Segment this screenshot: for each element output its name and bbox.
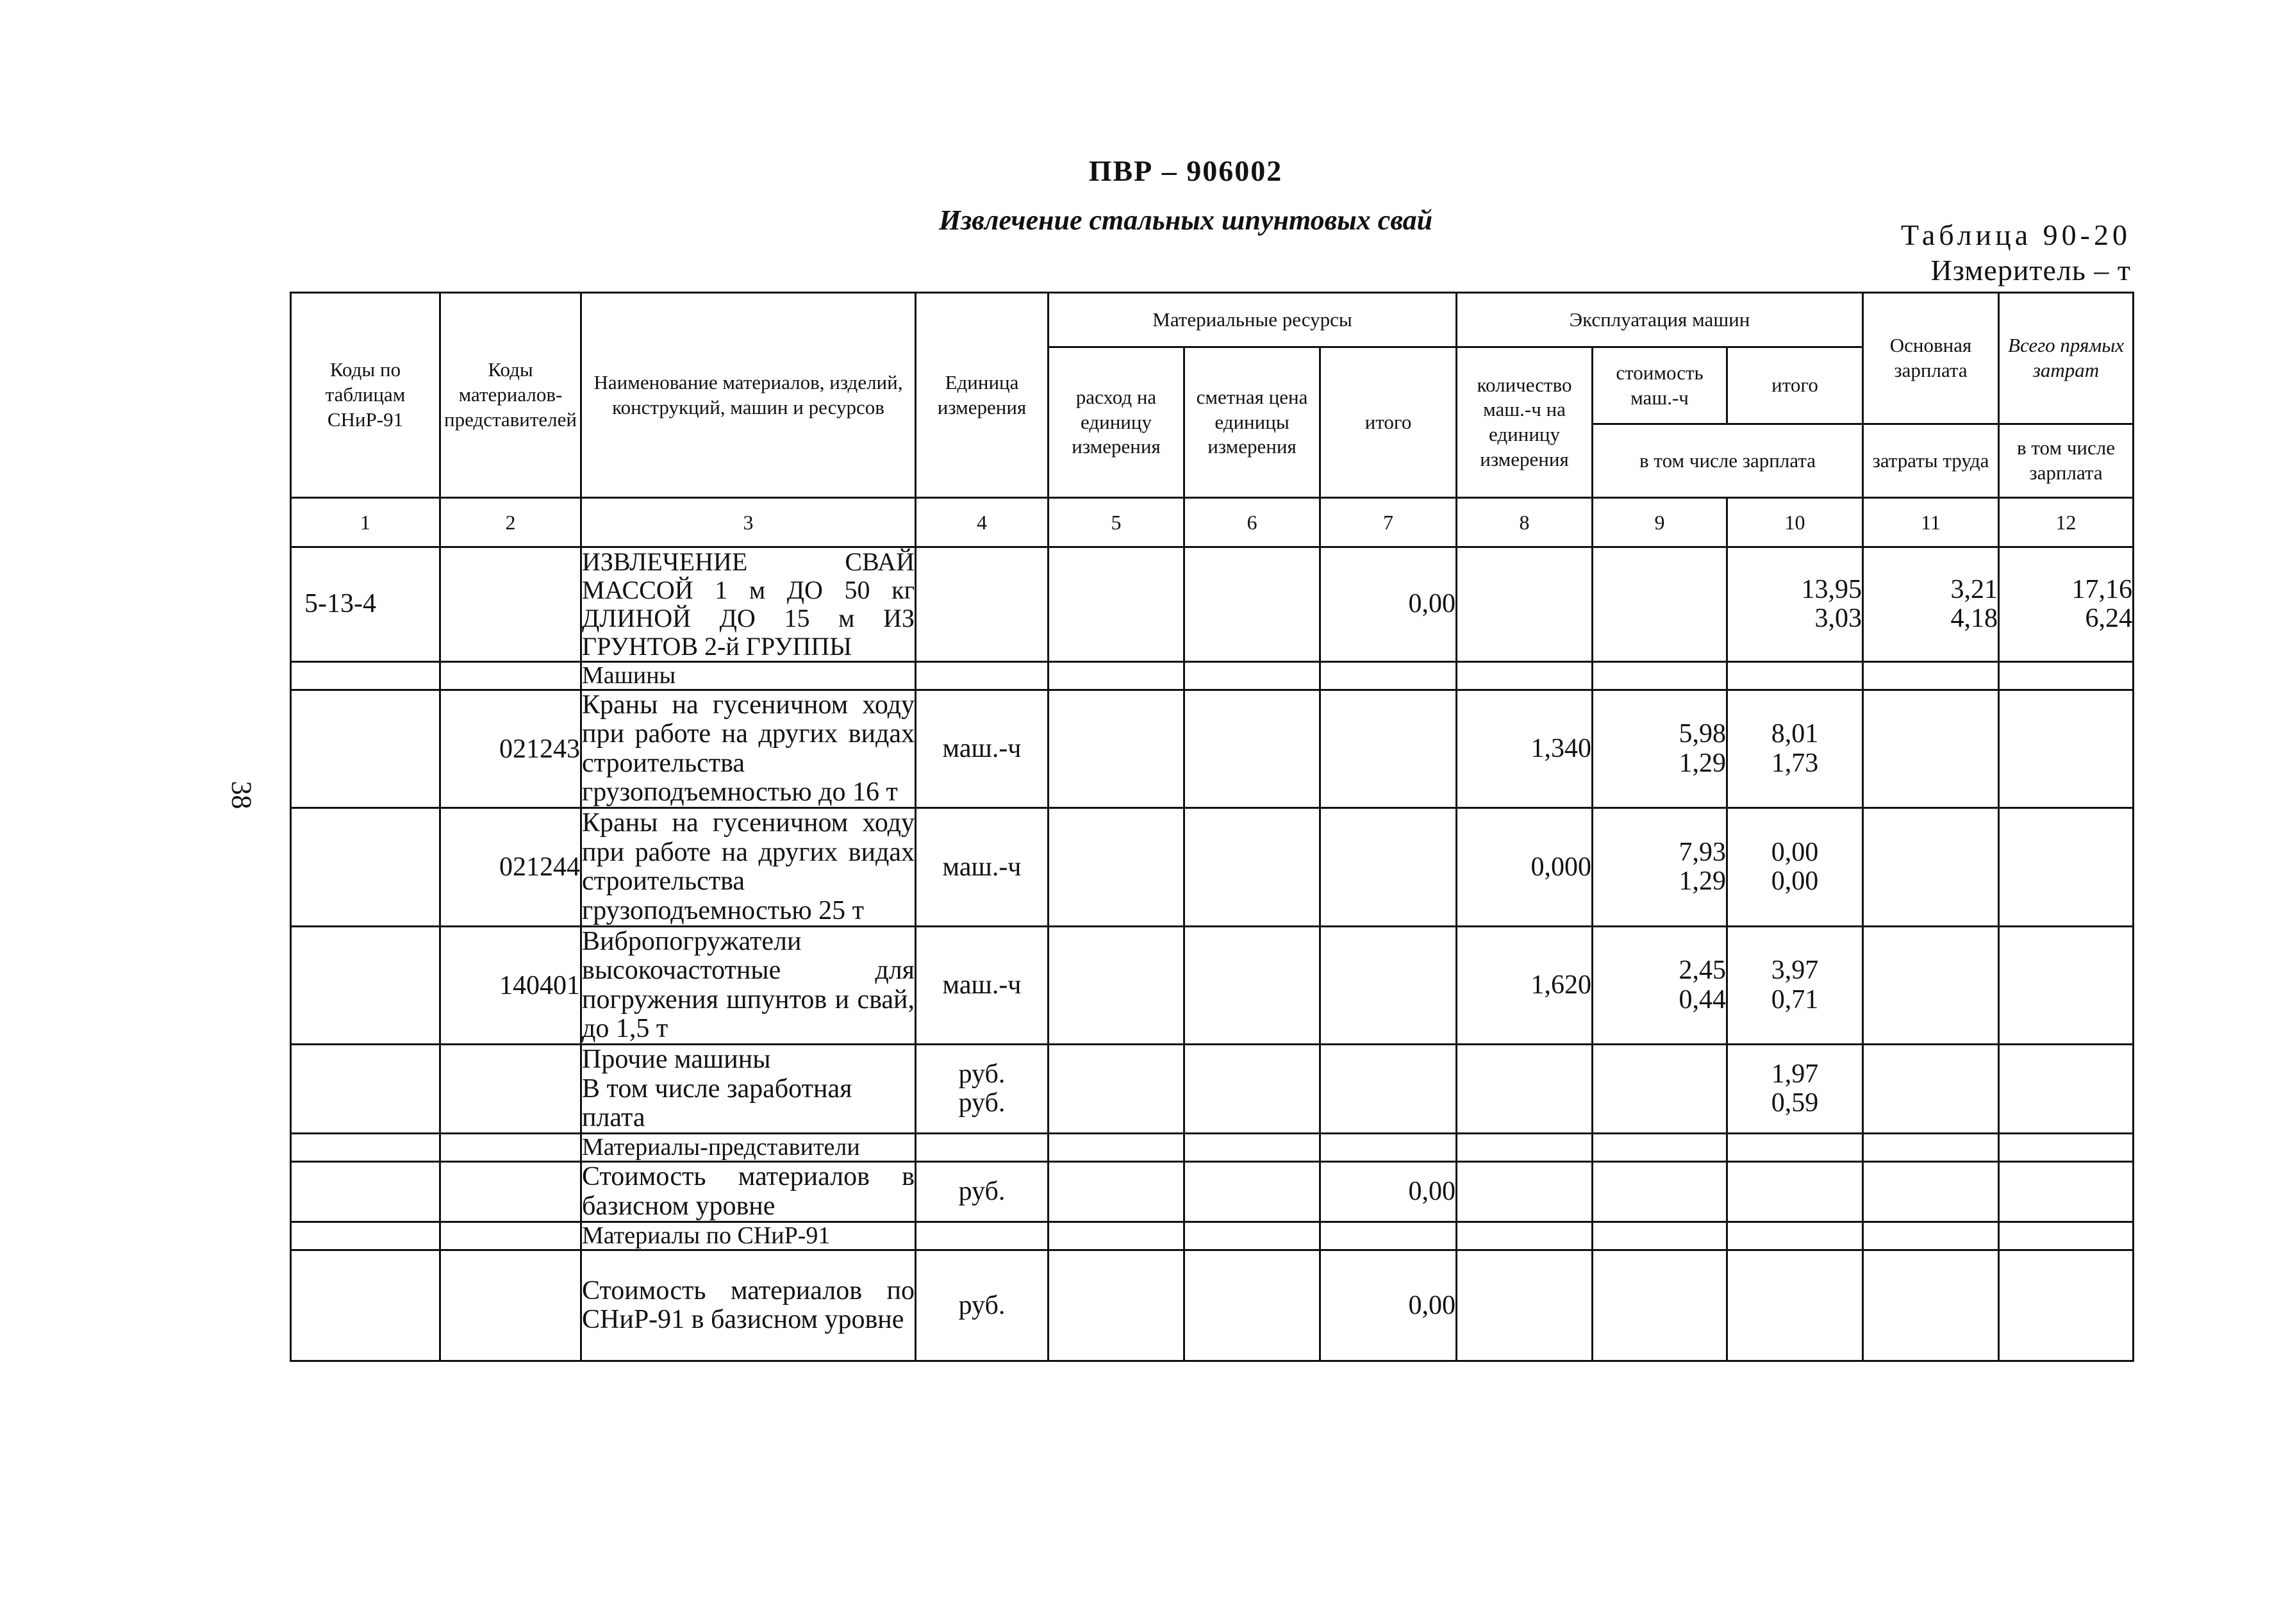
- main-materials-total: 0,00: [1320, 547, 1457, 662]
- machine-total-wages: 1,73: [1771, 748, 1819, 778]
- table-row: [291, 662, 2134, 690]
- material-code: 021243: [440, 690, 581, 808]
- machine-total: 0,00: [1771, 837, 1819, 867]
- column-number: 5: [1049, 498, 1184, 547]
- machine-unit: маш.-ч: [916, 808, 1049, 926]
- header-codes-materials: Коды материалов-представителей: [440, 293, 581, 498]
- machine-total: 8,01: [1771, 719, 1819, 749]
- materials-snir-unit: руб.: [916, 1250, 1049, 1361]
- header-codes-snir: Коды по таблицам СНиР-91: [291, 293, 440, 498]
- machine-name: Краны на гусеничном ходу при работе на других видах строительства грузоподъемностью до 16 т: [582, 690, 915, 808]
- wages-total: 0,59: [1771, 1088, 1819, 1118]
- section-materials-snir: Материалы по СНиР-91: [581, 1222, 916, 1250]
- column-number: 3: [581, 498, 916, 547]
- header-unit: Единица измерения: [916, 293, 1049, 498]
- machine-unit: маш.-ч: [916, 926, 1049, 1044]
- column-number: 4: [916, 498, 1049, 547]
- main-labor-costs: 4,18: [1950, 604, 1998, 633]
- table-number: Таблица 90-20: [1900, 219, 2131, 251]
- column-number: 2: [440, 498, 581, 547]
- header-machine-hours: количество маш.-ч на единицу измерения: [1457, 347, 1593, 498]
- table-row: [291, 1222, 2134, 1250]
- machine-hours: 1,620: [1457, 926, 1593, 1044]
- column-number: 6: [1184, 498, 1320, 547]
- other-machines-name: Прочие машины: [582, 1045, 771, 1075]
- material-code: 140401: [440, 926, 581, 1044]
- header-material-resources: Материальные ресурсы: [1049, 293, 1457, 347]
- header-basic-wages: Основная зарплата: [1863, 293, 1999, 424]
- header-labor-costs: затраты труда: [1863, 424, 1999, 498]
- other-machines-total: 1,97: [1771, 1059, 1819, 1090]
- machine-hour-cost: 5,98: [1679, 719, 1727, 749]
- estimate-table: [290, 292, 2134, 1362]
- header-including-wages-total: в том числе зарплата: [1999, 424, 2134, 498]
- table-row: [291, 547, 2134, 662]
- table-row: [291, 808, 2134, 926]
- column-number: 10: [1727, 498, 1863, 547]
- machine-name: Вибропогружатели высокочастотные для погружения шпунтов и свай, до 1,5 т: [582, 926, 915, 1043]
- machine-unit: маш.-ч: [916, 690, 1049, 808]
- header-machine-operation: Эксплуатация машин: [1457, 293, 1863, 347]
- machine-hour-wages: 1,29: [1679, 866, 1727, 897]
- unit-of-measure: Измеритель – т: [1930, 254, 2131, 286]
- machine-hours: 0,000: [1457, 808, 1593, 926]
- main-code: 5-13-4: [291, 547, 440, 662]
- header-materials-total: итого: [1320, 347, 1457, 498]
- column-number: 12: [1999, 498, 2134, 547]
- machine-name: Краны на гусеничном ходу при работе на других видах строительства грузоподъемностью 25 т: [582, 808, 915, 925]
- machine-hour-cost: 7,93: [1679, 837, 1727, 867]
- machine-hour-cost: 2,45: [1679, 956, 1727, 986]
- machine-hour-wages: 0,44: [1679, 984, 1727, 1015]
- wages-name: В том числе заработная плата: [582, 1073, 852, 1133]
- table-row: [291, 1045, 2134, 1134]
- main-name: ИЗВЛЕЧЕНИЕ СВАЙ МАССОЙ 1 м ДО 50 кг ДЛИНОЙ ДО 15 м ИЗ ГРУНТОВ 2-й ГРУППЫ: [582, 547, 915, 661]
- machine-total-wages: 0,71: [1771, 984, 1819, 1015]
- main-basic-wages: 3,21: [1950, 574, 1998, 604]
- materials-rep-name: Стоимость материалов в базисном уровне: [582, 1162, 915, 1221]
- materials-snir-name: Стоимость материалов по СНиР-91 в базисном уровне: [581, 1250, 916, 1361]
- machine-hour-wages: 1,29: [1679, 748, 1727, 778]
- material-code: 021244: [440, 808, 581, 926]
- header-name: Наименование материалов, изделий, конструкций, машин и ресурсов: [581, 293, 916, 498]
- document-title: ПВР – 906002: [1088, 154, 1283, 187]
- main-machines-total: 13,95: [1801, 574, 1862, 604]
- header-machine-hour-cost: стоимость маш.-ч: [1593, 347, 1727, 424]
- column-number: 1: [291, 498, 440, 547]
- table-row: [291, 690, 2134, 808]
- table-row: [291, 1134, 2134, 1162]
- main-machines-wages: 3,03: [1814, 604, 1862, 633]
- column-number: 8: [1457, 498, 1593, 547]
- column-number: 9: [1593, 498, 1727, 547]
- materials-rep-unit: руб.: [916, 1162, 1049, 1222]
- column-number: 11: [1863, 498, 1999, 547]
- section-materials-representatives: Материалы-представители: [581, 1134, 916, 1162]
- main-direct-wages: 6,24: [2085, 604, 2133, 633]
- column-number: 7: [1320, 498, 1457, 547]
- table-row: [291, 926, 2134, 1044]
- section-machines: Машины: [581, 662, 916, 690]
- machine-total: 3,97: [1771, 956, 1819, 986]
- materials-snir-total: 0,00: [1320, 1250, 1457, 1361]
- main-direct-costs: 17,16: [2071, 574, 2133, 604]
- header-total-direct-costs: Всего прямых затрат: [1999, 293, 2134, 424]
- header-price: сметная цена единицы измерения: [1184, 347, 1320, 498]
- header-including-wages: в том числе зарплата: [1593, 424, 1863, 498]
- document-subtitle: Извлечение стальных шпунтовых свай: [938, 204, 1433, 236]
- other-machines-unit: руб.: [958, 1059, 1006, 1090]
- materials-rep-total: 0,00: [1320, 1162, 1457, 1222]
- header-consumption: расход на единицу измерения: [1049, 347, 1184, 498]
- table-row: [291, 1250, 2134, 1361]
- page-number: 38: [226, 781, 258, 809]
- wages-unit: руб.: [958, 1088, 1006, 1118]
- header-machines-total: итого: [1727, 347, 1863, 424]
- table-row: [291, 1162, 2134, 1222]
- machine-hours: 1,340: [1457, 690, 1593, 808]
- machine-total-wages: 0,00: [1771, 866, 1819, 897]
